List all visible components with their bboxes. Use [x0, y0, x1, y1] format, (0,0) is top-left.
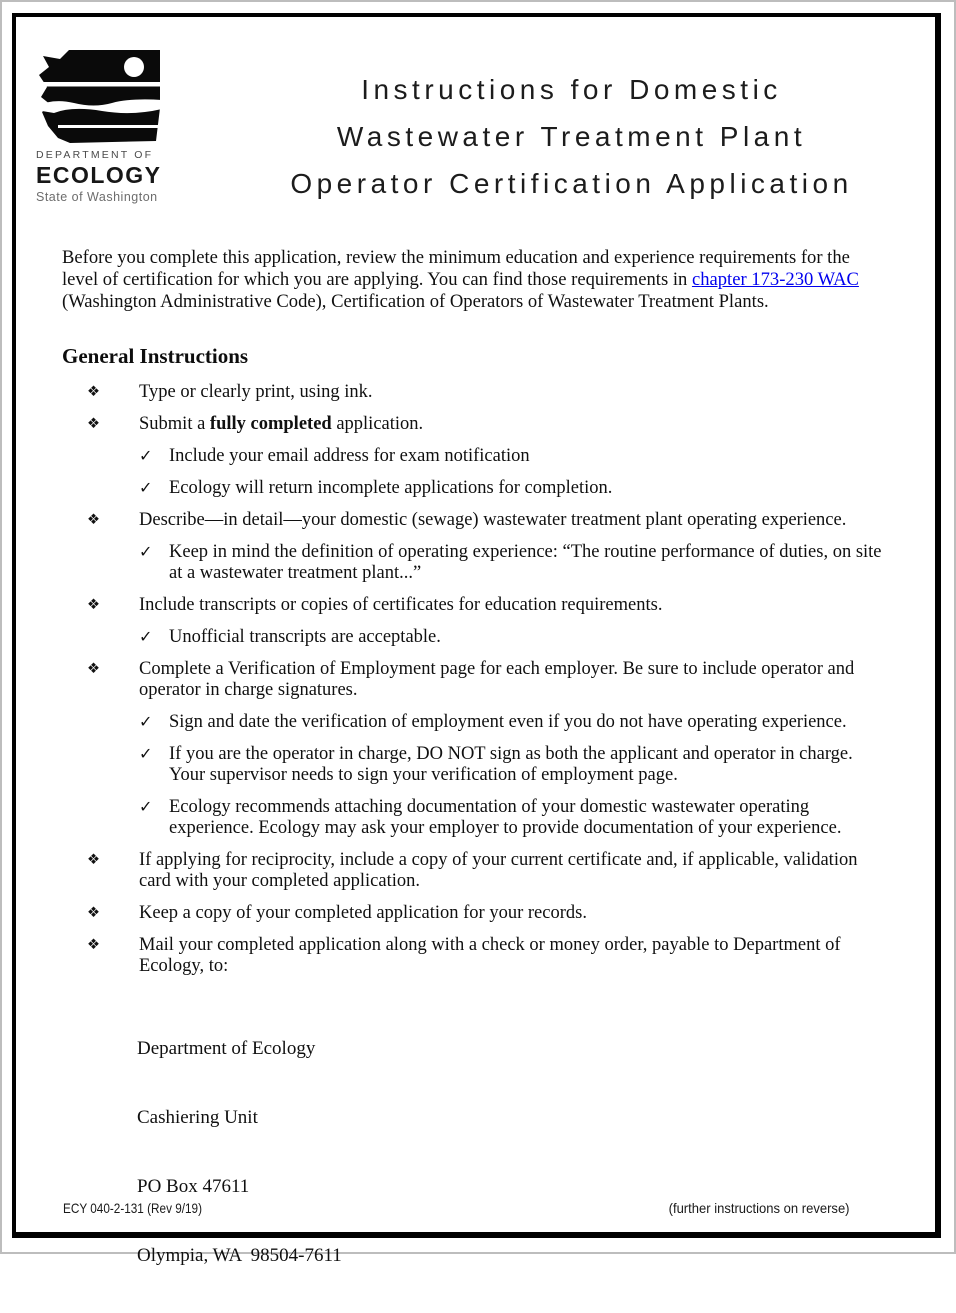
diamond-bullet-icon: ❖	[87, 512, 100, 528]
list-item-text	[139, 414, 889, 435]
list-item	[62, 510, 889, 531]
list-subitem	[62, 542, 889, 584]
check-bullet-icon: ✓	[139, 448, 153, 465]
check-bullet-icon: ✓	[139, 799, 153, 816]
address-line-2: Cashiering Unit	[137, 1107, 258, 1128]
header	[34, 44, 917, 207]
footer	[63, 1200, 850, 1216]
ecology-logo	[34, 44, 234, 204]
title-line-2: Wastewater Treatment Plant	[336, 121, 807, 152]
diamond-bullet-icon: ❖	[87, 852, 100, 868]
washington-state-logo-graphic	[36, 46, 162, 146]
list-item-text: Include your email address for exam notification	[169, 446, 530, 466]
list-item-text: Ecology will return incomplete applications for completion.	[169, 478, 613, 498]
list-item	[62, 935, 889, 977]
logo-state-of-washington-text: State of Washington	[36, 190, 158, 204]
address-line-1: Department of Ecology	[137, 1038, 316, 1059]
mailing-address	[137, 991, 889, 1313]
list-subitem	[62, 712, 889, 733]
title-line-3: Operator Certification Application	[290, 168, 853, 199]
list-item-text: Include transcripts or copies of certificates for education requirements.	[139, 595, 663, 615]
list-item-text: Keep in mind the definition of operating experience: “The routine performance of duties, on site at a wastewater treatment plant...”	[169, 542, 882, 583]
list-item	[62, 414, 889, 435]
check-bullet-icon: ✓	[139, 629, 153, 646]
diamond-bullet-icon: ❖	[87, 905, 100, 921]
diamond-bullet-icon: ❖	[87, 416, 100, 432]
list-item	[62, 659, 889, 701]
check-bullet-icon: ✓	[139, 714, 153, 731]
list-subitem	[62, 744, 889, 786]
list-item-text: Complete a Verification of Employment page for each employer. Be sure to include operator and operator in charge signatures.	[139, 659, 855, 700]
logo-ecology-text: ECOLOGY	[36, 162, 162, 188]
instruction-list	[62, 382, 889, 1313]
check-bullet-icon: ✓	[139, 544, 153, 561]
list-item-text: If applying for reciprocity, include a copy of your current certificate and, if applicable, validation card with your completed application.	[139, 850, 858, 891]
diamond-bullet-icon: ❖	[87, 597, 100, 613]
list-item-text: Sign and date the verification of employment even if you do not have operating experience.	[169, 712, 847, 732]
list-item-text: Ecology recommends attaching documentation of your domestic wastewater operating experience. Ecology may ask your employer to provide documentation of your experience.	[169, 797, 842, 838]
diamond-bullet-icon: ❖	[87, 384, 100, 400]
title-line-1: Instructions for Domestic	[361, 74, 782, 105]
list-subitem	[62, 446, 889, 467]
list-item-text: If you are the operator in charge, DO NOT sign as both the applicant and operator in charge. Your supervisor needs to sign your verification of employment page.	[169, 744, 853, 785]
intro-text-pre: Before you complete this application, review the minimum education and experience requirements for the level of certification for which you are applying. You can find those requirements in	[62, 247, 850, 290]
address-line-4: Olympia, WA 98504-7611	[137, 1245, 342, 1266]
list-item-text: Type or clearly print, using ink.	[139, 382, 373, 402]
list-item-text: Mail your completed application along with a check or money order, payable to Department of Ecology, to:	[139, 935, 841, 976]
list-item	[62, 595, 889, 616]
diamond-bullet-icon: ❖	[87, 661, 100, 677]
list-item-text: Describe—in detail—your domestic (sewage) wastewater treatment plant operating experience.	[139, 510, 847, 530]
list-item	[62, 850, 889, 892]
wac-link[interactable]: chapter 173-230 WAC	[691, 269, 859, 290]
list-item	[62, 903, 889, 924]
list-item-text-pre: Submit a	[139, 414, 210, 434]
check-bullet-icon: ✓	[139, 746, 153, 763]
document-title	[234, 44, 917, 207]
address-line-3: PO Box 47611	[137, 1176, 250, 1197]
general-instructions-heading: General Instructions	[62, 344, 249, 368]
list-item-text: Unofficial transcripts are acceptable.	[169, 627, 441, 647]
body-column	[62, 247, 889, 1313]
list-subitem	[62, 797, 889, 839]
intro-text-post: (Washington Administrative Code), Certification of Operators of Wastewater Treatment Plants.	[62, 291, 769, 312]
list-subitem	[62, 478, 889, 499]
list-item-text-bold: fully completed	[209, 414, 332, 434]
reverse-note: (further instructions on reverse)	[669, 1200, 850, 1216]
list-item	[62, 382, 889, 403]
list-item-text: Keep a copy of your completed application for your records.	[139, 903, 587, 923]
list-item-text-post: application.	[331, 414, 424, 434]
form-number: ECY 040-2-131 (Rev 9/19)	[63, 1200, 203, 1216]
diamond-bullet-icon: ❖	[87, 937, 100, 953]
page-content	[16, 17, 935, 1266]
check-bullet-icon: ✓	[139, 480, 153, 497]
logo-department-of-text: DEPARTMENT OF	[36, 149, 154, 161]
intro-paragraph	[62, 247, 889, 313]
list-subitem	[62, 627, 889, 648]
